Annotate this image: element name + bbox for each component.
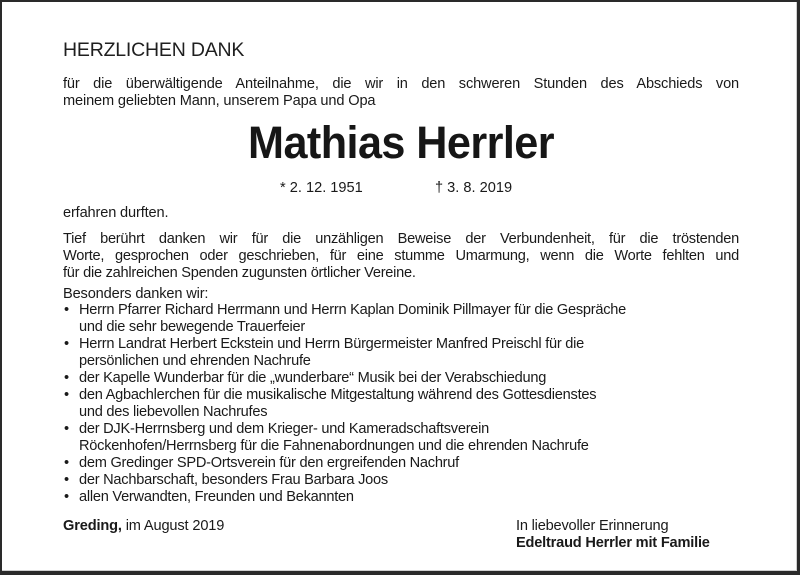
thanks-paragraph [63, 231, 739, 282]
intro-end: erfahren durften. [63, 205, 169, 221]
bullet-icon: • [64, 455, 69, 471]
list-item [63, 370, 739, 387]
list-item [63, 336, 739, 370]
intro-text [63, 76, 739, 110]
death-date: † 3. 8. 2019 [435, 180, 513, 196]
list-item-line: persönlichen und ehrenden Nachrufe [79, 353, 311, 369]
list-item [63, 455, 739, 472]
list-item [63, 421, 739, 455]
paragraph-line: Worte, gesprochen oder geschrieben, für eine stumme Umarmung, wenn die Worte fehlten und [63, 248, 739, 264]
list-item [63, 472, 739, 489]
birth-date: * 2. 12. 1951 [280, 180, 363, 196]
place: Greding, [63, 518, 122, 534]
special-thanks-label: Besonders danken wir: [63, 286, 209, 302]
deceased-name: Mathias Herrler [248, 117, 554, 168]
bullet-icon: • [64, 421, 69, 437]
list-item-line: der Nachbarschaft, besonders Frau Barbara Joos [79, 472, 388, 488]
list-item [63, 302, 739, 336]
notice-heading: HERZLICHEN DANK [63, 39, 245, 61]
signature: Edeltraud Herrler mit Familie [516, 535, 710, 551]
obituary-notice [2, 2, 797, 571]
list-item-line: dem Gredinger SPD-Ortsverein für den ergreifenden Nachruf [79, 455, 459, 471]
list-item [63, 387, 739, 421]
list-item-line: der DJK-Herrnsberg und dem Krieger- und Kameradschaftsverein [79, 421, 490, 437]
intro-line: meinem geliebten Mann, unserem Papa und Opa [63, 93, 376, 109]
signature-block [516, 518, 710, 552]
paragraph-line: für die zahlreichen Spenden zugunsten örtlicher Vereine. [63, 265, 416, 281]
list-item-line: Röckenhofen/Herrnsberg für die Fahnenabordnungen und die ehrenden Nachrufe [79, 438, 589, 454]
place-and-date [63, 518, 224, 534]
bullet-icon: • [64, 336, 69, 352]
list-item-line: allen Verwandten, Freunden und Bekannten [79, 489, 354, 505]
list-item [63, 489, 739, 506]
list-item-line: den Agbachlerchen für die musikalische Mitgestaltung während des Gottesdienstes [79, 387, 597, 403]
intro-line: für die überwältigende Anteilnahme, die wir in den schweren Stunden des Abschieds von [63, 76, 739, 92]
list-item-line: und die sehr bewegende Trauerfeier [79, 319, 305, 335]
date: im August 2019 [121, 518, 225, 534]
special-thanks-list [63, 302, 739, 506]
bullet-icon: • [64, 302, 69, 318]
list-item-line: Herrn Landrat Herbert Eckstein und Herrn Bürgermeister Manfred Preischl für die [79, 336, 585, 352]
bullet-icon: • [64, 489, 69, 505]
bullet-icon: • [64, 387, 69, 403]
closing-phrase: In liebevoller Erinnerung [516, 518, 669, 534]
bullet-icon: • [64, 472, 69, 488]
list-item-line: und des liebevollen Nachrufes [79, 404, 268, 420]
paragraph-line: Tief berührt danken wir für die unzähligen Beweise der Verbundenheit, für die tröstenden [63, 231, 739, 247]
list-item-line: Herrn Pfarrer Richard Herrmann und Herrn Kaplan Dominik Pillmayer für die Gespräche [79, 302, 627, 318]
list-item-line: der Kapelle Wunderbar für die „wunderbare“ Musik bei der Verabschiedung [79, 370, 547, 386]
bullet-icon: • [64, 370, 69, 386]
